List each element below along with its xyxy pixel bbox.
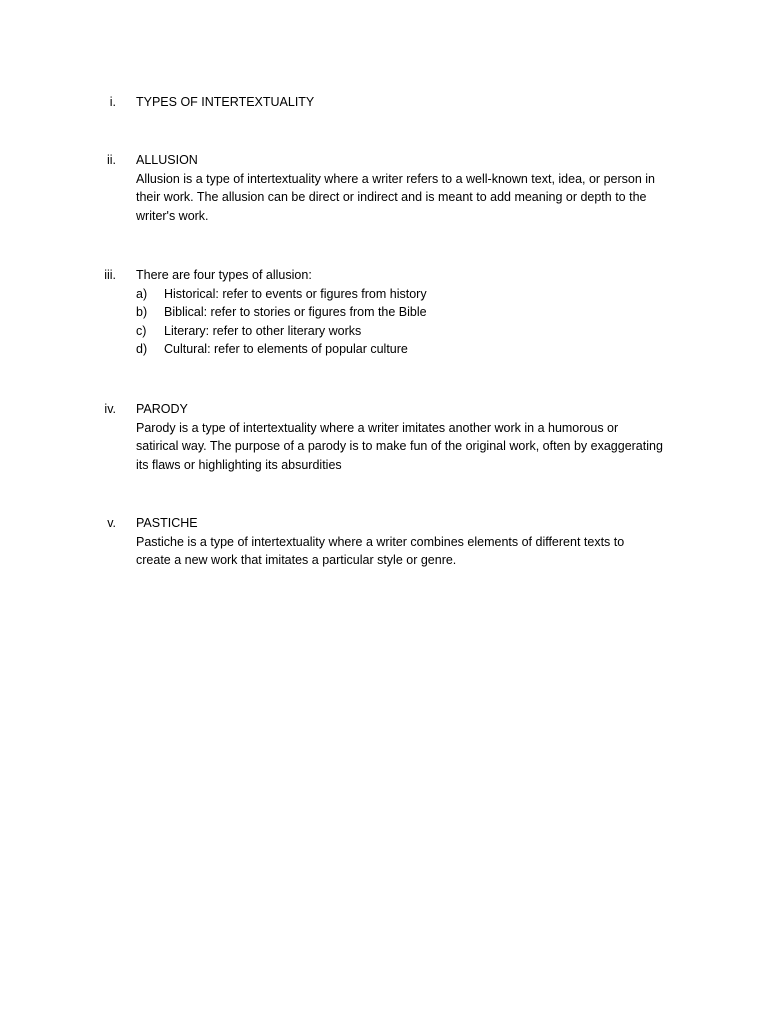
list-marker: d)	[136, 342, 148, 357]
list-marker: c)	[136, 323, 147, 338]
section-content	[136, 93, 681, 112]
paragraph-line: create a new work that imitates a particular style or genre.	[136, 553, 457, 568]
section-content	[136, 151, 681, 225]
list-item	[136, 322, 681, 341]
allusion-types-list	[136, 285, 681, 359]
section-numeral: v.	[107, 516, 116, 530]
paragraph-line: writer's work.	[136, 208, 209, 223]
section-content	[136, 514, 681, 570]
section-content	[136, 266, 681, 359]
list-item-text: Cultural: refer to elements of popular culture	[164, 342, 408, 357]
list-marker: a)	[136, 286, 148, 301]
paragraph-line: Pastiche is a type of intertextuality where a writer combines elements of different texts to	[136, 534, 625, 549]
section-heading: ALLUSION	[136, 153, 198, 167]
list-marker: b)	[136, 305, 148, 320]
paragraph-line: Parody is a type of intertextuality where a writer imitates another work in a humorous or	[136, 420, 619, 435]
section-heading: PARODY	[136, 402, 188, 416]
paragraph-line: satirical way. The purpose of a parody is to make fun of the original work, often by exaggerating	[136, 439, 663, 454]
section-intro: There are four types of allusion:	[136, 268, 312, 282]
list-item-text: Literary: refer to other literary works	[164, 323, 362, 338]
section-numeral: i.	[109, 95, 116, 109]
section-content	[136, 400, 681, 474]
list-item	[136, 285, 681, 304]
section-numeral: iii.	[104, 268, 116, 282]
section-heading: TYPES OF INTERTEXTUALITY	[136, 95, 315, 109]
section-numeral: ii.	[106, 153, 116, 167]
paragraph-line: Allusion is a type of intertextuality where a writer refers to a well-known text, idea, or person in	[136, 171, 655, 186]
list-item-text: Historical: refer to events or figures from history	[164, 286, 427, 301]
section-heading: PASTICHE	[136, 516, 198, 530]
list-item-text: Biblical: refer to stories or figures from the Bible	[164, 305, 427, 320]
paragraph-line: their work. The allusion can be direct or indirect and is meant to add meaning or depth to the	[136, 190, 647, 205]
paragraph-line: its flaws or highlighting its absurdities	[136, 457, 342, 472]
list-item	[136, 340, 681, 359]
section-numeral: iv.	[104, 402, 116, 416]
list-item	[136, 303, 681, 322]
